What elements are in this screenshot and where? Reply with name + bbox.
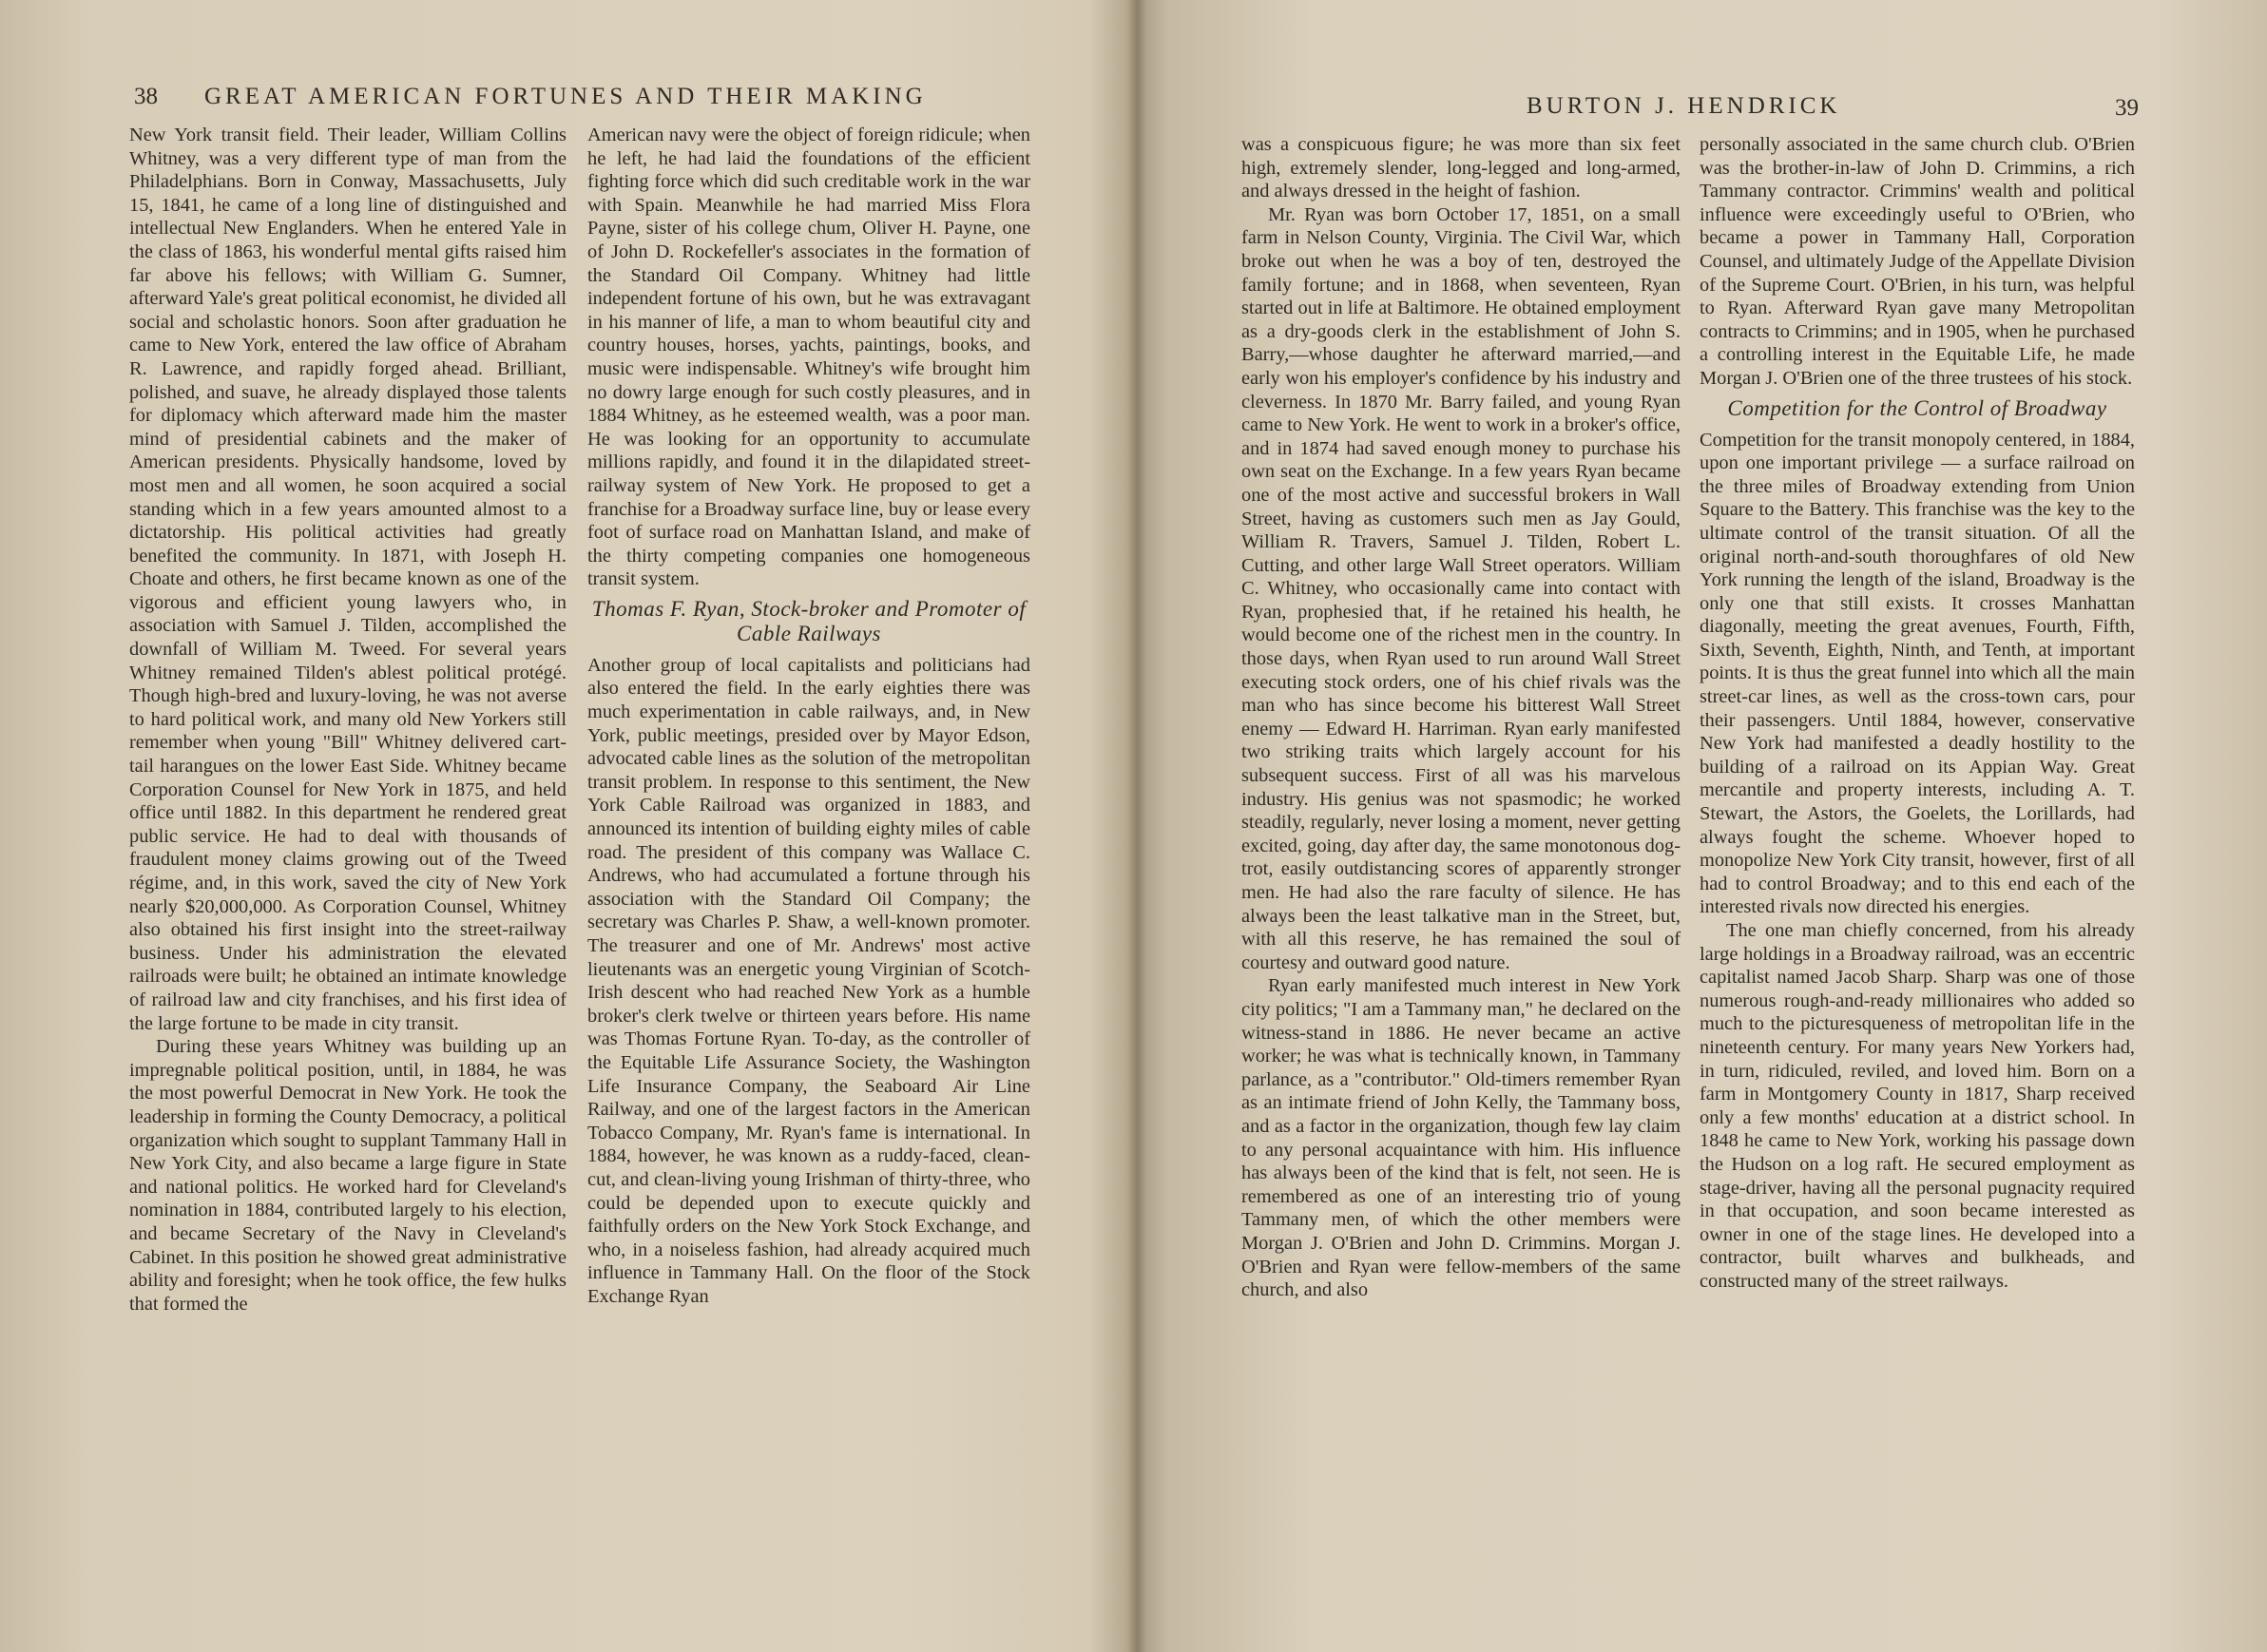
right-column-1 [1241, 133, 1681, 1302]
running-head-right: BURTON J. HENDRICK [1527, 93, 1841, 119]
left-column-1 [129, 124, 567, 1316]
paragraph: The one man chiefly concerned, from his already large holdings in a Broadway railroad, was an eccentric capitalist named Jacob Sharp. Sharp was one of those numerous rough-and-ready millionaires who added so much to the picturesqueness of metropolitan life in the nineteenth century. For many years New Yorkers had, in turn, ridiculed, reviled, and loved him. Born on a farm in Montgomery County in 1817, Sharp received only a few months' education at a district school. In 1848 he came to New York, working his passage down the Hudson on a log raft. He secured employment as stage-driver, having all the personal pugnacity required in that occupation, and soon became interested as owner in one of the stage lines. He developed into a contractor, built wharves and bulkheads, and constructed many of the street railways. [1700, 920, 2135, 1292]
right-column-2 [1700, 133, 2135, 1294]
paragraph: New York transit field. Their leader, William Collins Whitney, was a very different type of man from the Philadelphians. Born in Conway, Massachusetts, July 15, 1841, he came of a long line of distinguished and intellectual New Englanders. When he entered Yale in the class of 1863, his wonderful mental gifts raised him far above his fellows; with William G. Sumner, afterward Yale's great political economist, he divided all social and scholastic honors. Soon after graduation he came to New York, entered the law office of Abraham R. Lawrence, and rapidly forged ahead. Brilliant, polished, and suave, he already displayed those talents for diplomacy which afterward made him the master mind of presidential cabinets and the maker of American presidents. Physically handsome, loved by most men and all women, he soon acquired a social standing which in a few years amounted almost to a dictatorship. His political activities had greatly benefited the community. In 1871, with Joseph H. Choate and others, he first became known as one of the vigorous and efficient young lawyers who, in association with Samuel J. Tilden, accomplished the downfall of William M. Tweed. For several years Whitney remained Tilden's ablest political protégé. Though high-bred and luxury-loving, he was not averse to hard political work, and many old New Yorkers still remember when young "Bill" Whitney delivered cart-tail harangues on the lower East Side. Whitney became Corporation Counsel for New York in 1875, and held office until 1882. In this department he rendered great public service. He had to deal with thousands of fraudulent money claims growing out of the Tweed régime, and, in this work, saved the city of New York nearly $20,000,000. As Corporation Counsel, Whitney also obtained his first insight into the street-railway business. Under his administration the elevated railroads were built; he obtained an intimate knowledge of railroad law and city franchises, and his first idea of the large fortune to be made in city transit. [129, 125, 567, 1034]
paragraph: Competition for the transit monopoly centered, in 1884, upon one important privilege — a surface railroad on the three miles of Broadway extending from Union Square to the Battery. This franchise was the key to the ultimate control of the transit situation. Of all the original north-and-south thoroughfares of old New York running the length of the island, Broadway is the only one that still exists. It crosses Manhattan diagonally, meeting the great avenues, Fourth, Fifth, Sixth, Seventh, Eighth, Ninth, and Tenth, at important points. It is thus the great funnel into which all the main street-car lines, as well as the cross-town cars, pour their passengers. Until 1884, however, conservative New York had manifested a deadly hostility to the building of a railroad on its Appian Way. Great mercantile and property interests, including A. T. Stewart, the Astors, the Goelets, the Lorillards, had always fought the scheme. Whoever hoped to monopolize New York City transit, however, first of all had to control Broadway; and to this end each of the interested rivals now directed his energies. [1700, 429, 2135, 918]
paragraph: Another group of local capitalists and politicians had also entered the field. In the early eighties there was much experimentation in cable railways, and, in New York, public meetings, presided over by Mayor Edson, advocated cable lines as the solution of the metropolitan transit problem. In response to this sentiment, the New York Cable Railroad was organized in 1883, and announced its intention of building eighty miles of cable road. The president of this company was Wallace C. Andrews, who had accumulated a fortune through his association with the Standard Oil Company; the secretary was Charles P. Shaw, a well-known promoter. The treasurer and one of Mr. Andrews' most active lieutenants was an energetic young Virginian of Scotch-Irish descent who had reached New York as a humble broker's clerk twelve or thirteen years before. His name was Thomas Fortune Ryan. To-day, as the controller of the Equitable Life Assurance Society, the Washington Life Insurance Company, the Seaboard Air Line Railway, and one of the largest factors in the American Tobacco Company, Mr. Ryan's fame is international. In 1884, however, he was known as a ruddy-faced, clean-cut, and clean-living young Irishman of thirty-three, who could be depended upon to execute quickly and faithfully orders on the New York Stock Exchange, and who, in a noiseless fashion, had already acquired much influence in Tammany Hall. On the floor of the Stock Exchange Ryan [587, 654, 1030, 1307]
paragraph: Mr. Ryan was born October 17, 1851, on a small farm in Nelson County, Virginia. The Civil War, which broke out when he was a boy of ten, destroyed the family fortune; and in 1868, when seventeen, Ryan started out in life at Baltimore. He obtained employment as a dry-goods clerk in the establishment of John S. Barry,—whose daughter he afterward married,—and early won his employer's confidence by his industry and cleverness. In 1870 Mr. Barry failed, and young Ryan came to New York. He went to work in a broker's office, and in 1874 had saved enough money to purchase his own seat on the Exchange. In a few years Ryan became one of the most active and successful brokers in Wall Street, having as customers such men as Jay Gould, William R. Travers, Samuel J. Tilden, Robert L. Cutting, and other large Wall Street operators. William C. Whitney, who occasionally came into contact with Ryan, prophesied that, if he retained his health, he would become one of the richest men in the country. In those days, when Ryan used to run around Wall Street executing stock orders, one of his chief rivals was the man who has since become his bitterest Wall Street enemy — Edward H. Harriman. Ryan early manifested two striking traits which largely account for his subsequent success. First of all was his marvelous industry. His genius was not spasmodic; he worked steadily, regularly, never losing a moment, never getting excited, going, day after day, the same monotonous dog-trot, easily outdistancing scores of apparently stronger men. He had also the rare faculty of silence. He has always been the least talkative man in the Street, but, with all this reserve, he has remained the soul of courtesy and outward good nature. [1241, 203, 1681, 973]
page-number-right: 39 [2115, 95, 2139, 121]
section-heading: Competition for the Control of Broadway [1727, 395, 2107, 420]
page-number-left: 38 [134, 84, 158, 109]
left-column-2 [587, 124, 1030, 1309]
section-heading: Thomas F. Ryan, Stock-broker and Promoter of Cable Railways [591, 596, 1027, 645]
paragraph: Ryan early manifested much interest in New York city politics; "I am a Tammany man," he declared on the witness-stand in 1886. He never became an active worker; he was what is technically known, in Tammany parlance, as a "contributor." Old-timers remember Ryan as an intimate friend of John Kelly, the Tammany boss, and as a factor in the organization, though few lay claim to any personal acquaintance with him. His influence has always been of the kind that is felt, not seen. He is remembered as one of an interesting trio of young Tammany men, of which the other members were Morgan J. O'Brien and John D. Crimmins. Morgan J. O'Brien and Ryan were fellow-members of the same church, and also [1241, 975, 1681, 1301]
paragraph: was a conspicuous figure; he was more than six feet high, extremely slender, long-legged and long-armed, and always dressed in the height of fashion. [1241, 134, 1681, 202]
paragraph: American navy were the object of foreign ridicule; when he left, he had laid the foundations of the efficient fighting force which did such creditable work in the war with Spain. Meanwhile he had married Miss Flora Payne, sister of his college chum, Oliver H. Payne, one of John D. Rockefeller's associates in the formation of the Standard Oil Company. Whitney had little independent fortune of his own, but he was extravagant in his manner of life, a man to whom beautiful city and country houses, horses, yachts, paintings, books, and music were indispensable. Whitney's wife brought him no dowry large enough for such costly pleasures, and in 1884 Whitney, as he esteemed wealth, was a poor man. He was looking for an opportunity to accumulate millions rapidly, and found it in the dilapidated street-railway system of New York. He proposed to get a franchise for a Broadway surface line, buy or lease every foot of surface road on Manhattan Island, and make of the thirty competing companies one homogeneous transit system. [587, 125, 1030, 590]
right-page [1141, 0, 2267, 1652]
running-head-left: GREAT AMERICAN FORTUNES AND THEIR MAKING [204, 84, 927, 109]
paragraph: During these years Whitney was building up an impregnable political position, until, in 1884, he was the most powerful Democrat in New York. He took the leadership in forming the County Democracy, a political organization which sought to supplant Tammany Hall in New York City, and also became a large figure in State and national politics. He worked hard for Cleveland's nomination in 1884, contributed largely to his election, and became Secretary of the Navy in Cleveland's Cabinet. In this position he showed great administrative ability and foresight; when he took office, the few hulks that formed the [129, 1036, 567, 1315]
paragraph: personally associated in the same church club. O'Brien was the brother-in-law of John D. Crimmins, a rich Tammany contractor. Crimmins' wealth and political influence were exceedingly useful to O'Brien, who became a power in Tammany Hall, Corporation Counsel, and ultimately Judge of the Appellate Division of the Supreme Court. O'Brien, in his turn, was helpful to Ryan. Afterward Ryan gave many Metropolitan contracts to Crimmins; and in 1905, when he purchased a controlling interest in the Equitable Life, he made Morgan J. O'Brien one of the three trustees of his stock. [1700, 134, 2135, 389]
